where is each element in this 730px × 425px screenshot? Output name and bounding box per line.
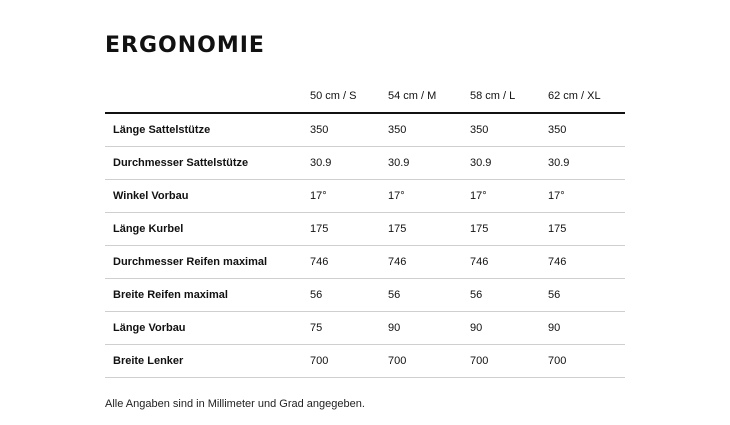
table-row bbox=[105, 311, 625, 344]
row-label: Länge Kurbel bbox=[105, 212, 310, 245]
column-header-size-m: 54 cm / M bbox=[388, 80, 470, 113]
table-header-row bbox=[105, 80, 625, 113]
table-cell: 746 bbox=[388, 245, 470, 278]
table-cell: 350 bbox=[310, 113, 388, 146]
row-label: Breite Reifen maximal bbox=[105, 278, 310, 311]
table-cell: 700 bbox=[388, 344, 470, 377]
row-label: Durchmesser Reifen maximal bbox=[105, 245, 310, 278]
table-cell: 746 bbox=[548, 245, 625, 278]
table-cell: 350 bbox=[548, 113, 625, 146]
table-cell: 90 bbox=[388, 311, 470, 344]
table-cell: 175 bbox=[548, 212, 625, 245]
table-cell: 75 bbox=[310, 311, 388, 344]
table-cell: 175 bbox=[470, 212, 548, 245]
row-label: Länge Vorbau bbox=[105, 311, 310, 344]
table-cell: 700 bbox=[470, 344, 548, 377]
column-header-size-xl: 62 cm / XL bbox=[548, 80, 625, 113]
table-cell: 17° bbox=[548, 179, 625, 212]
row-label: Durchmesser Sattelstütze bbox=[105, 146, 310, 179]
table-row bbox=[105, 146, 625, 179]
column-header-size-s: 50 cm / S bbox=[310, 80, 388, 113]
table-row bbox=[105, 344, 625, 377]
table-cell: 56 bbox=[470, 278, 548, 311]
table-cell: 30.9 bbox=[470, 146, 548, 179]
column-header-size-l: 58 cm / L bbox=[470, 80, 548, 113]
table-row bbox=[105, 212, 625, 245]
table-row bbox=[105, 113, 625, 146]
table-cell: 175 bbox=[310, 212, 388, 245]
footnote: Alle Angaben sind in Millimeter und Grad angegeben. bbox=[105, 398, 365, 410]
table-cell: 350 bbox=[388, 113, 470, 146]
ergonomics-table bbox=[105, 80, 625, 378]
table-cell: 17° bbox=[388, 179, 470, 212]
table-cell: 90 bbox=[470, 311, 548, 344]
header-corner-cell bbox=[105, 80, 310, 113]
table-cell: 30.9 bbox=[310, 146, 388, 179]
table-cell: 17° bbox=[470, 179, 548, 212]
row-label: Winkel Vorbau bbox=[105, 179, 310, 212]
table-cell: 700 bbox=[310, 344, 388, 377]
table-cell: 746 bbox=[470, 245, 548, 278]
table-cell: 700 bbox=[548, 344, 625, 377]
table-cell: 17° bbox=[310, 179, 388, 212]
table-cell: 175 bbox=[388, 212, 470, 245]
table-cell: 30.9 bbox=[388, 146, 470, 179]
table-row bbox=[105, 179, 625, 212]
row-label: Breite Lenker bbox=[105, 344, 310, 377]
table-cell: 56 bbox=[310, 278, 388, 311]
table-row bbox=[105, 278, 625, 311]
table-cell: 350 bbox=[470, 113, 548, 146]
table-cell: 90 bbox=[548, 311, 625, 344]
page-title: ERGONOMIE bbox=[105, 33, 265, 58]
table-cell: 56 bbox=[548, 278, 625, 311]
table-row bbox=[105, 245, 625, 278]
row-label: Länge Sattelstütze bbox=[105, 113, 310, 146]
table-cell: 56 bbox=[388, 278, 470, 311]
table-cell: 30.9 bbox=[548, 146, 625, 179]
table-cell: 746 bbox=[310, 245, 388, 278]
